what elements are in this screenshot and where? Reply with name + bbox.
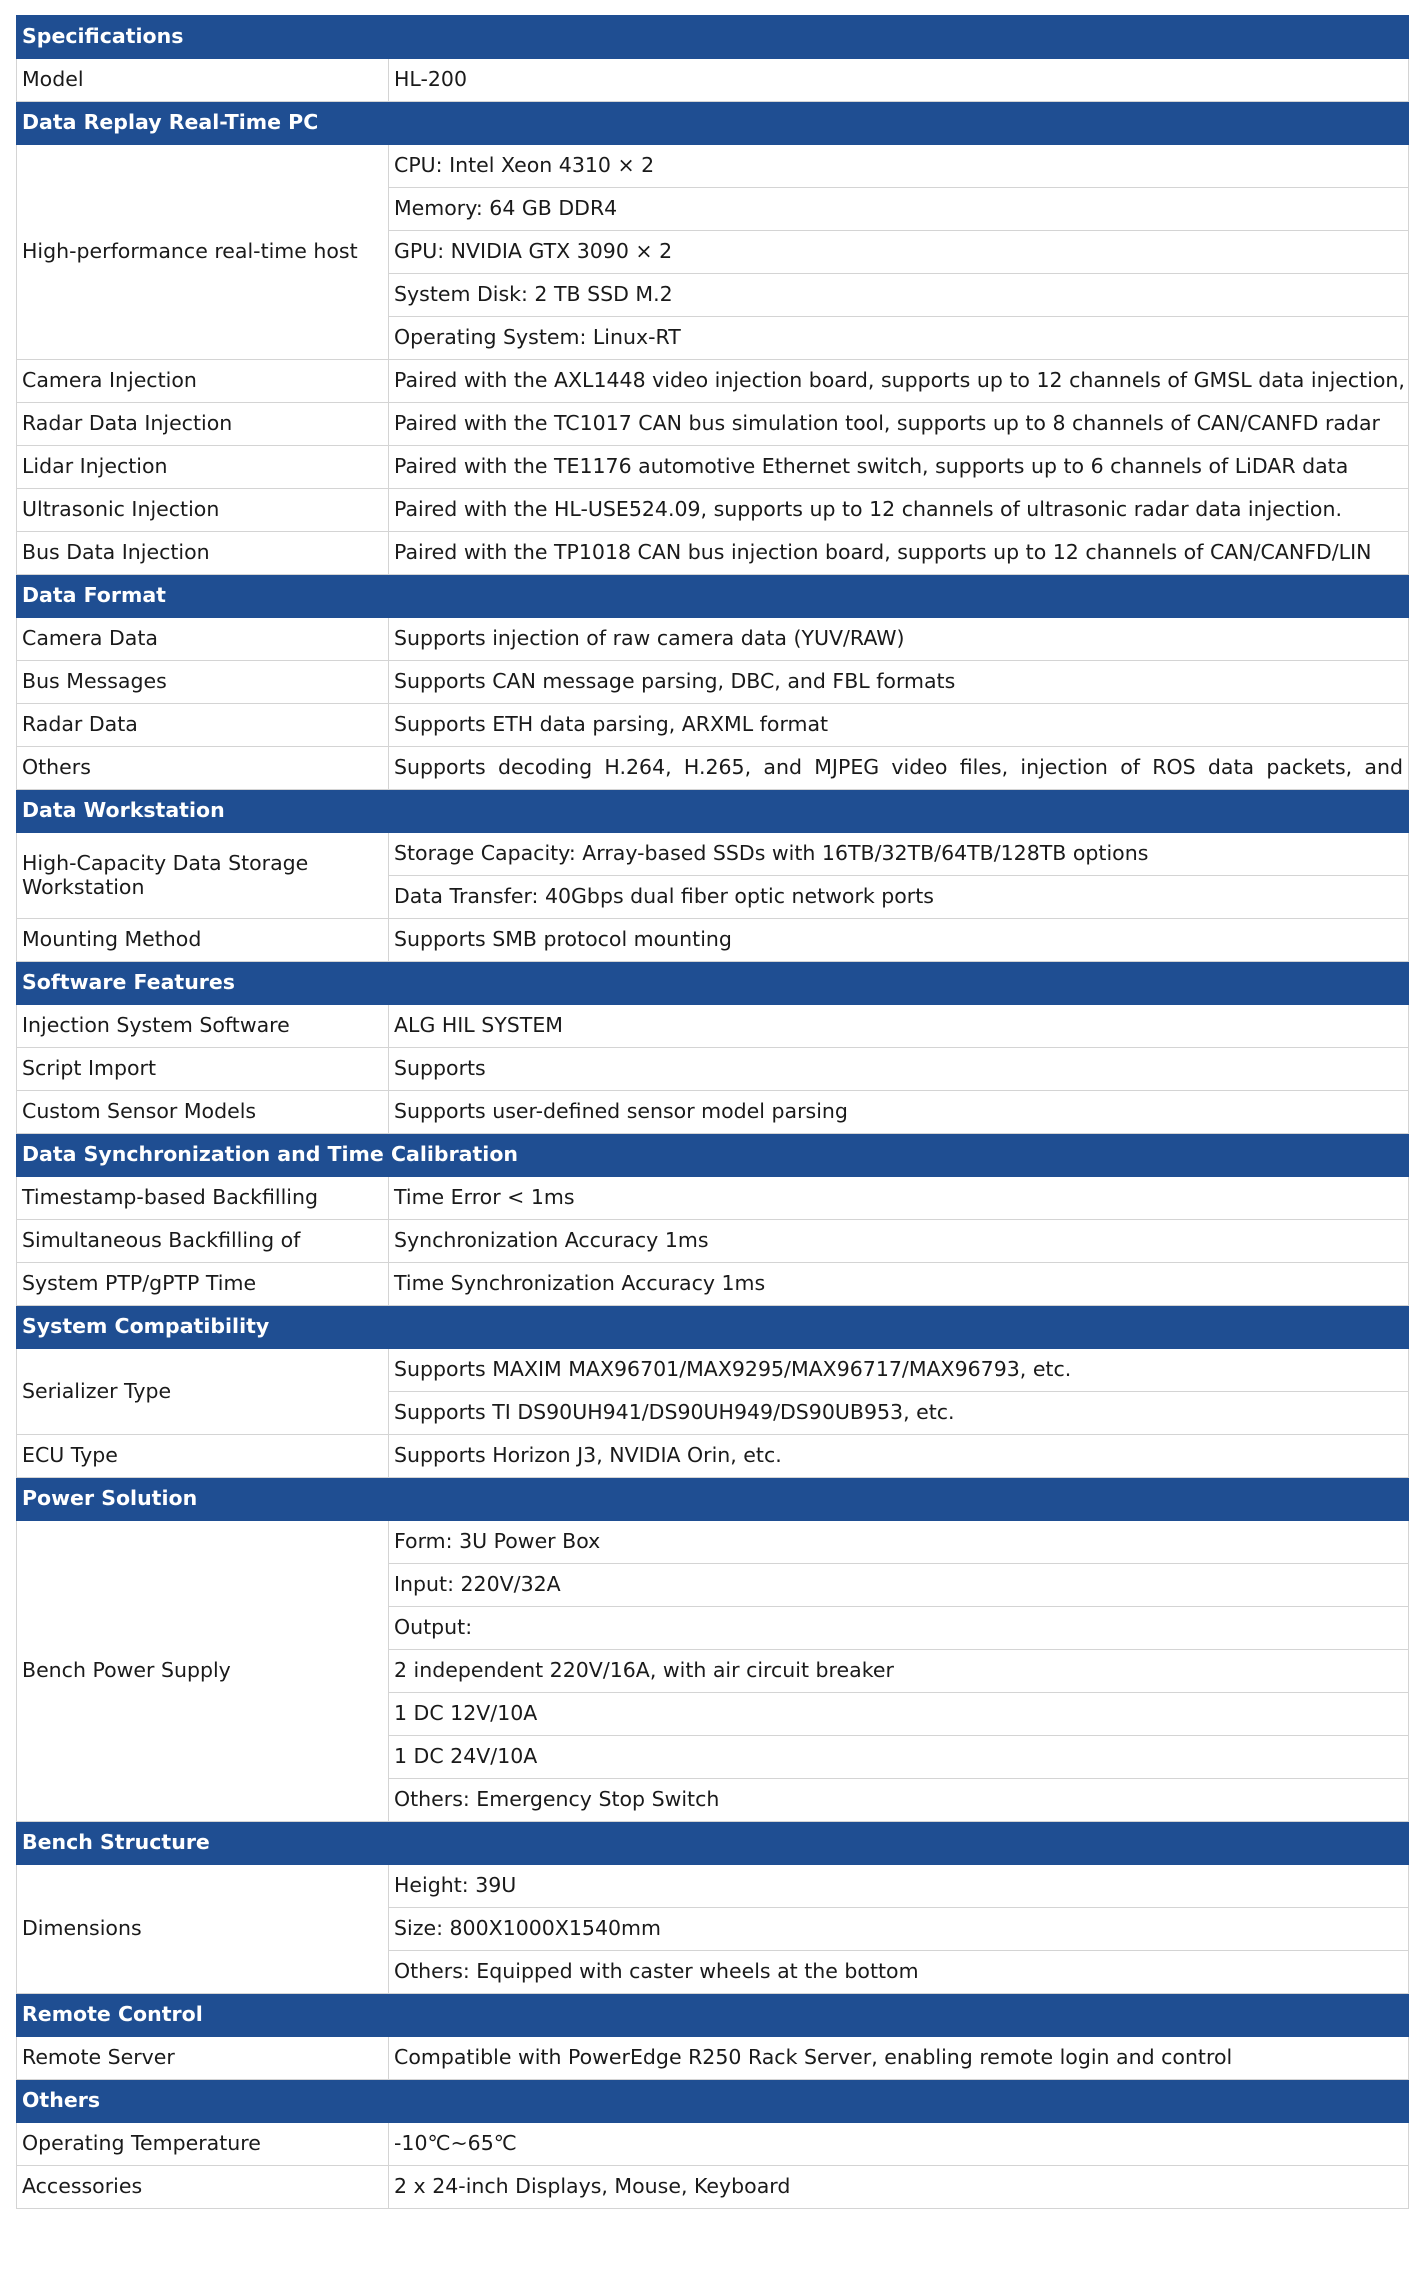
spec-table [16,15,1409,2209]
spec-value: Paired with the HL-USE524.09, supports up to 12 channels of ultrasonic radar data injection. [389,489,1409,532]
table-row [17,59,1409,102]
spec-value: Paired with the AXL1448 video injection board, supports up to 12 channels of GMSL data injection, [389,360,1409,403]
section-header-data-synchronization-and-time-calibration [17,1134,1409,1177]
spec-value: 1 DC 24V/10A [389,1736,1409,1779]
spec-label: Serializer Type [17,1349,389,1435]
spec-value: System Disk: 2 TB SSD M.2 [389,274,1409,317]
spec-value: Paired with the TP1018 CAN bus injection board, supports up to 12 channels of CAN/CANFD/LIN [389,532,1409,575]
spec-label: Script Import [17,1048,389,1091]
spec-value: Supports Horizon J3, NVIDIA Orin, etc. [389,1435,1409,1478]
spec-label: Injection System Software [17,1005,389,1048]
section-title: Others [17,2080,1409,2123]
spec-value: Supports ETH data parsing, ARXML format [389,704,1409,747]
section-header-remote-control [17,1994,1409,2037]
section-title: Data Format [17,575,1409,618]
section-title: Remote Control [17,1994,1409,2037]
section-title: Software Features [17,962,1409,1005]
table-row [17,618,1409,661]
spec-value: Supports user-defined sensor model parsing [389,1091,1409,1134]
spec-label: Remote Server [17,2037,389,2080]
spec-label: Operating Temperature [17,2123,389,2166]
spec-label: Bus Messages [17,661,389,704]
spec-label: Others [17,747,389,790]
table-row [17,360,1409,403]
spec-value: Others: Emergency Stop Switch [389,1779,1409,1822]
table-row [17,489,1409,532]
spec-value: Data Transfer: 40Gbps dual fiber optic network ports [389,876,1409,919]
spec-value: Supports CAN message parsing, DBC, and FBL formats [389,661,1409,704]
spec-value: Height: 39U [389,1865,1409,1908]
section-title: Data Synchronization and Time Calibration [17,1134,1409,1177]
table-row [17,1521,1409,1564]
section-title: Data Replay Real-Time PC [17,102,1409,145]
table-row [17,704,1409,747]
spec-value: Operating System: Linux-RT [389,317,1409,360]
spec-value: HL-200 [389,59,1409,102]
spec-value: Size: 800X1000X1540mm [389,1908,1409,1951]
table-row [17,1005,1409,1048]
section-header-bench-structure [17,1822,1409,1865]
spec-label: Accessories [17,2166,389,2209]
section-header-software-features [17,962,1409,1005]
section-header-system-compatibility [17,1306,1409,1349]
spec-value: CPU: Intel Xeon 4310 × 2 [389,145,1409,188]
spec-label: Radar Data [17,704,389,747]
table-row [17,1865,1409,1908]
table-row [17,747,1409,790]
section-header-data-format [17,575,1409,618]
spec-value: Synchronization Accuracy 1ms [389,1220,1409,1263]
table-row [17,833,1409,876]
table-row [17,2166,1409,2209]
table-row [17,2123,1409,2166]
spec-label: Camera Data [17,618,389,661]
spec-value: Paired with the TE1176 automotive Ethernet switch, supports up to 6 channels of LiDAR data [389,446,1409,489]
spec-value: Storage Capacity: Array-based SSDs with 16TB/32TB/64TB/128TB options [389,833,1409,876]
spec-value: Form: 3U Power Box [389,1521,1409,1564]
spec-value: ALG HIL SYSTEM [389,1005,1409,1048]
spec-label: Model [17,59,389,102]
table-row [17,1435,1409,1478]
spec-value: Supports decoding H.264, H.265, and MJPEG video files, injection of ROS data packets, and [389,747,1409,790]
spec-value: Time Synchronization Accuracy 1ms [389,1263,1409,1306]
spec-label: High-Capacity Data Storage Workstation [17,833,389,919]
spec-label: Simultaneous Backfilling of [17,1220,389,1263]
spec-label: Bench Power Supply [17,1521,389,1822]
table-row [17,2037,1409,2080]
spec-value: Input: 220V/32A [389,1564,1409,1607]
spec-value: Supports TI DS90UH941/DS90UH949/DS90UB953, etc. [389,1392,1409,1435]
spec-value: Memory: 64 GB DDR4 [389,188,1409,231]
spec-value: Supports SMB protocol mounting [389,919,1409,962]
spec-value: 2 x 24-inch Displays, Mouse, Keyboard [389,2166,1409,2209]
table-row [17,532,1409,575]
table-row [17,661,1409,704]
table-row [17,1048,1409,1091]
spec-value: Supports [389,1048,1409,1091]
spec-label: Custom Sensor Models [17,1091,389,1134]
spec-label: Lidar Injection [17,446,389,489]
spec-label: ECU Type [17,1435,389,1478]
section-header-data-replay-real-time-pc [17,102,1409,145]
section-title: Power Solution [17,1478,1409,1521]
section-header-specifications [17,16,1409,59]
spec-label: Radar Data Injection [17,403,389,446]
section-header-data-workstation [17,790,1409,833]
section-title: Bench Structure [17,1822,1409,1865]
spec-value: Time Error < 1ms [389,1177,1409,1220]
spec-label: Camera Injection [17,360,389,403]
spec-value: Supports MAXIM MAX96701/MAX9295/MAX96717/MAX96793, etc. [389,1349,1409,1392]
section-title: Specifications [17,16,1409,59]
section-title: Data Workstation [17,790,1409,833]
spec-label: Dimensions [17,1865,389,1994]
table-row [17,446,1409,489]
section-title: System Compatibility [17,1306,1409,1349]
spec-table-body [17,16,1409,2209]
table-row [17,1091,1409,1134]
spec-value: GPU: NVIDIA GTX 3090 × 2 [389,231,1409,274]
table-row [17,1220,1409,1263]
table-row [17,145,1409,188]
spec-label: Timestamp-based Backfilling [17,1177,389,1220]
spec-value: -10℃~65℃ [389,2123,1409,2166]
spec-value: Compatible with PowerEdge R250 Rack Server, enabling remote login and control [389,2037,1409,2080]
table-row [17,919,1409,962]
spec-value: Supports injection of raw camera data (YUV/RAW) [389,618,1409,661]
spec-value: Output: [389,1607,1409,1650]
spec-label: High-performance real-time host [17,145,389,360]
spec-value: 1 DC 12V/10A [389,1693,1409,1736]
spec-value: 2 independent 220V/16A, with air circuit breaker [389,1650,1409,1693]
table-row [17,403,1409,446]
table-row [17,1263,1409,1306]
section-header-power-solution [17,1478,1409,1521]
spec-label: Ultrasonic Injection [17,489,389,532]
spec-label: Bus Data Injection [17,532,389,575]
table-row [17,1177,1409,1220]
spec-value: Others: Equipped with caster wheels at the bottom [389,1951,1409,1994]
spec-label: Mounting Method [17,919,389,962]
spec-value: Paired with the TC1017 CAN bus simulation tool, supports up to 8 channels of CAN/CANFD radar [389,403,1409,446]
section-header-others [17,2080,1409,2123]
spec-label: System PTP/gPTP Time [17,1263,389,1306]
table-row [17,1349,1409,1392]
